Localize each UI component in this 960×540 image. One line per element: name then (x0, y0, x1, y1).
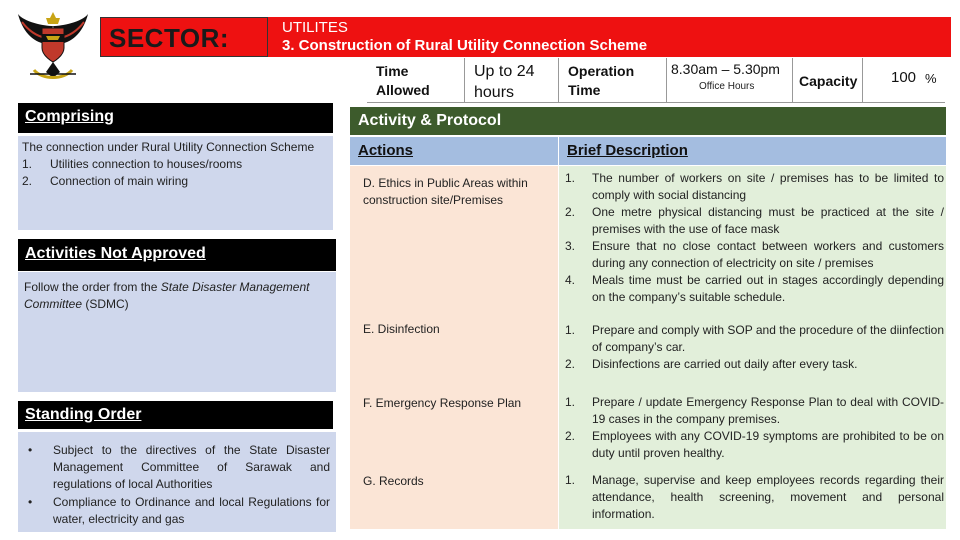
desc-item-text: Employees with any COVID-19 symptoms are prohibited to be on duty until proven healthy. (592, 429, 944, 460)
desc-item-num: 2. (565, 205, 576, 219)
standing-order-header: Standing Order (18, 401, 333, 429)
comprising-item-text: Utilities connection to houses/rooms (50, 157, 243, 171)
desc-item-num: 1. (565, 171, 576, 185)
desc-group-disinfection (565, 322, 944, 373)
capacity-unit: % (925, 71, 937, 86)
desc-item-text: Manage, supervise and keep employees records regarding their attendance, health screening, movement and personal information. (592, 473, 944, 521)
capacity-value: 100 (891, 69, 917, 86)
time-allowed-value: Up to 24 hours (474, 63, 535, 101)
desc-item-num: 2. (565, 429, 576, 443)
desc-item-text: Meals time must be carried out in stages accordingly depending on the company’s suitable schedule. (592, 273, 944, 304)
comprising-intro: The connection under Rural Utility Connection Scheme (22, 140, 315, 154)
capacity-value-cell (863, 58, 945, 103)
not-approved-text-italic: State Disaster Management Committee (24, 280, 310, 311)
desc-item-text: The number of workers on site / premises has to be limited to comply with social distancing (592, 171, 944, 202)
desc-group-emergency-plan (565, 394, 944, 462)
desc-group-ethics (565, 170, 944, 306)
desc-item-text: Disinfections are carried out daily after every task. (592, 357, 858, 371)
sector-label-box (100, 17, 268, 57)
desc-group-records (565, 472, 944, 523)
desc-item-num: 1. (565, 395, 576, 409)
bullet-icon: • (28, 495, 33, 509)
desc-item-num: 4. (565, 273, 576, 287)
sector-title-band (268, 17, 951, 57)
standing-order-item (28, 442, 330, 493)
bullet-icon: • (28, 443, 33, 457)
sarawak-coat-of-arms-logo (16, 8, 90, 88)
standing-order-panel (18, 432, 336, 532)
desc-item-text: One metre physical distancing must be practiced at the site / premises with the use of face mask (592, 205, 944, 236)
action-item-records: G. Records (363, 474, 424, 488)
comprising-item (22, 156, 329, 173)
operation-time-value-cell (667, 58, 793, 103)
desc-item (565, 472, 944, 523)
desc-item (565, 394, 944, 428)
desc-item-num: 3. (565, 239, 576, 253)
capacity-label-cell (793, 58, 863, 103)
desc-item (565, 356, 944, 373)
desc-item-text: Prepare / update Emergency Response Plan to deal with COVID-19 cases in the company premises. (592, 395, 944, 426)
action-item-disinfection: E. Disinfection (363, 322, 440, 336)
comprising-item (22, 173, 329, 190)
operation-time-note: Office Hours (699, 81, 755, 92)
comprising-item-text: Connection of main wiring (50, 174, 189, 188)
time-allowed-label: Time Allowed (376, 63, 430, 98)
sector-name: UTILITES (282, 19, 348, 36)
brief-description-column-header: Brief Description (559, 137, 946, 165)
not-approved-panel (18, 272, 336, 392)
standing-order-item (28, 494, 330, 528)
time-allowed-label-cell (367, 58, 465, 103)
action-item-ethics: D. Ethics in Public Areas within construction site/Premises (363, 176, 528, 207)
not-approved-text-prefix: Follow the order from the (24, 280, 161, 294)
activity-protocol-header: Activity & Protocol (350, 107, 946, 135)
operation-time-value: 8.30am – 5.30pm (671, 61, 780, 77)
desc-item-text: Prepare and comply with SOP and the procedure of the diinfection of company’s car. (592, 323, 944, 354)
desc-item (565, 428, 944, 462)
desc-item (565, 170, 944, 204)
desc-item-num: 2. (565, 357, 576, 371)
actions-column-header: Actions (350, 137, 558, 165)
actions-column (350, 166, 558, 529)
desc-item-num: 1. (565, 473, 576, 487)
comprising-item-num: 2. (22, 174, 33, 188)
time-allowed-value-cell (465, 58, 559, 103)
operation-time-label: Operation Time (568, 63, 635, 98)
not-approved-header: Activities Not Approved (18, 239, 336, 271)
desc-item (565, 322, 944, 356)
operation-time-label-cell (559, 58, 667, 103)
desc-item-text: Ensure that no close contact between workers and customers during any connection of electricity on site / premises (592, 239, 944, 270)
sector-subtitle: 3. Construction of Rural Utility Connection Scheme (282, 37, 648, 54)
not-approved-text-suffix: (SDMC) (82, 297, 129, 311)
descriptions-column (559, 166, 946, 529)
info-table (367, 58, 945, 103)
standing-order-item-text: Subject to the directives of the State Disaster Management Committee of Sarawak and regulations of local Authorities (53, 443, 330, 491)
comprising-panel (18, 136, 333, 230)
desc-item-num: 1. (565, 323, 576, 337)
sector-label: SECTOR: (109, 23, 230, 53)
desc-item (565, 204, 944, 238)
capacity-label: Capacity (799, 73, 858, 89)
comprising-header: Comprising (18, 103, 333, 133)
standing-order-item-text: Compliance to Ordinance and local Regulations for water, electricity and gas (53, 495, 330, 526)
comprising-item-num: 1. (22, 157, 33, 171)
desc-item (565, 272, 944, 306)
action-item-emergency-plan: F. Emergency Response Plan (363, 396, 522, 410)
desc-item (565, 238, 944, 272)
